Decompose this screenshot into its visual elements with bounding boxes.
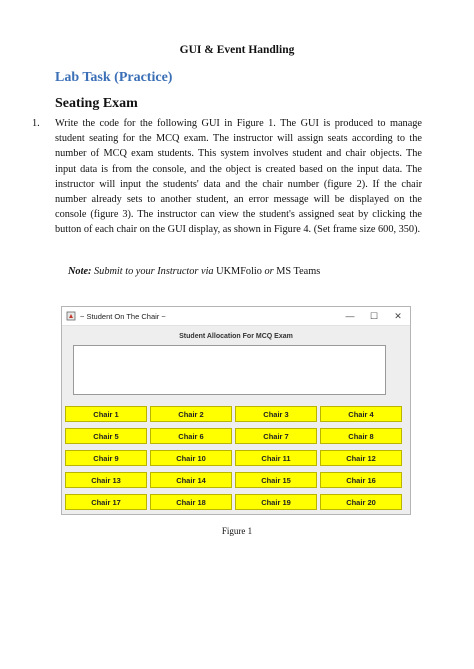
chair-button-5[interactable]: Chair 5	[65, 428, 147, 444]
note	[68, 266, 320, 277]
chair-button-15[interactable]: Chair 15	[235, 472, 317, 488]
chair-button-11[interactable]: Chair 11	[235, 450, 317, 466]
chair-button-6[interactable]: Chair 6	[150, 428, 232, 444]
app-window	[61, 306, 411, 515]
chair-button-12[interactable]: Chair 12	[320, 450, 402, 466]
note-text: Submit to your Instructor via	[94, 266, 214, 277]
figure-caption: Figure 1	[221, 526, 253, 536]
window-title: ~ Student On The Chair ~	[80, 311, 166, 321]
minimize-icon[interactable]: —	[345, 311, 355, 321]
chair-button-9[interactable]: Chair 9	[65, 450, 147, 466]
section-title: Lab Task (Practice)	[55, 70, 173, 85]
maximize-icon[interactable]: ☐	[369, 310, 379, 321]
note-connector: or	[264, 266, 274, 277]
chair-button-4[interactable]: Chair 4	[320, 406, 402, 422]
chair-button-17[interactable]: Chair 17	[65, 494, 147, 510]
note-platform-2: MS Teams	[276, 266, 321, 277]
chair-button-2[interactable]: Chair 2	[150, 406, 232, 422]
note-platform-1: UKMFolio	[216, 266, 262, 277]
close-icon[interactable]: ✕	[394, 310, 402, 321]
allocation-heading: Student Allocation For MCQ Exam	[179, 333, 293, 340]
java-app-icon	[66, 311, 76, 321]
chair-grid	[65, 406, 402, 510]
chair-button-20[interactable]: Chair 20	[320, 494, 402, 510]
chair-button-3[interactable]: Chair 3	[235, 406, 317, 422]
task-number: 1.	[32, 118, 40, 129]
window-titlebar[interactable]	[62, 307, 410, 326]
page-header: GUI & Event Handling	[179, 44, 295, 56]
window-content	[62, 326, 410, 516]
chair-button-13[interactable]: Chair 13	[65, 472, 147, 488]
task-text: Write the code for the following GUI in Figure 1. The GUI is produced to manage student seating for the MCQ exam. The instructor will assign seats according to the number of MCQ exam students. This system involves student and chair objects. The input data is from the console, and the object is created based on the input data. The instructor will input the students' data and the chair number (figure 2). If the chair number already sets to another student, an error message will be displayed on the console (figure 3). The instructor can view the student's assigned seat by clicking the button of each chair on the GUI display, as shown in Figure 4. (Set frame size 600, 350).	[55, 118, 422, 236]
chair-button-16[interactable]: Chair 16	[320, 472, 402, 488]
chair-button-18[interactable]: Chair 18	[150, 494, 232, 510]
chair-button-1[interactable]: Chair 1	[65, 406, 147, 422]
chair-button-14[interactable]: Chair 14	[150, 472, 232, 488]
output-textarea[interactable]	[73, 345, 386, 395]
window-controls	[338, 307, 410, 325]
chair-button-19[interactable]: Chair 19	[235, 494, 317, 510]
note-label: Note:	[68, 266, 92, 277]
chair-button-10[interactable]: Chair 10	[150, 450, 232, 466]
subsection-title: Seating Exam	[55, 96, 138, 111]
chair-button-8[interactable]: Chair 8	[320, 428, 402, 444]
task-item	[32, 116, 422, 238]
chair-button-7[interactable]: Chair 7	[235, 428, 317, 444]
